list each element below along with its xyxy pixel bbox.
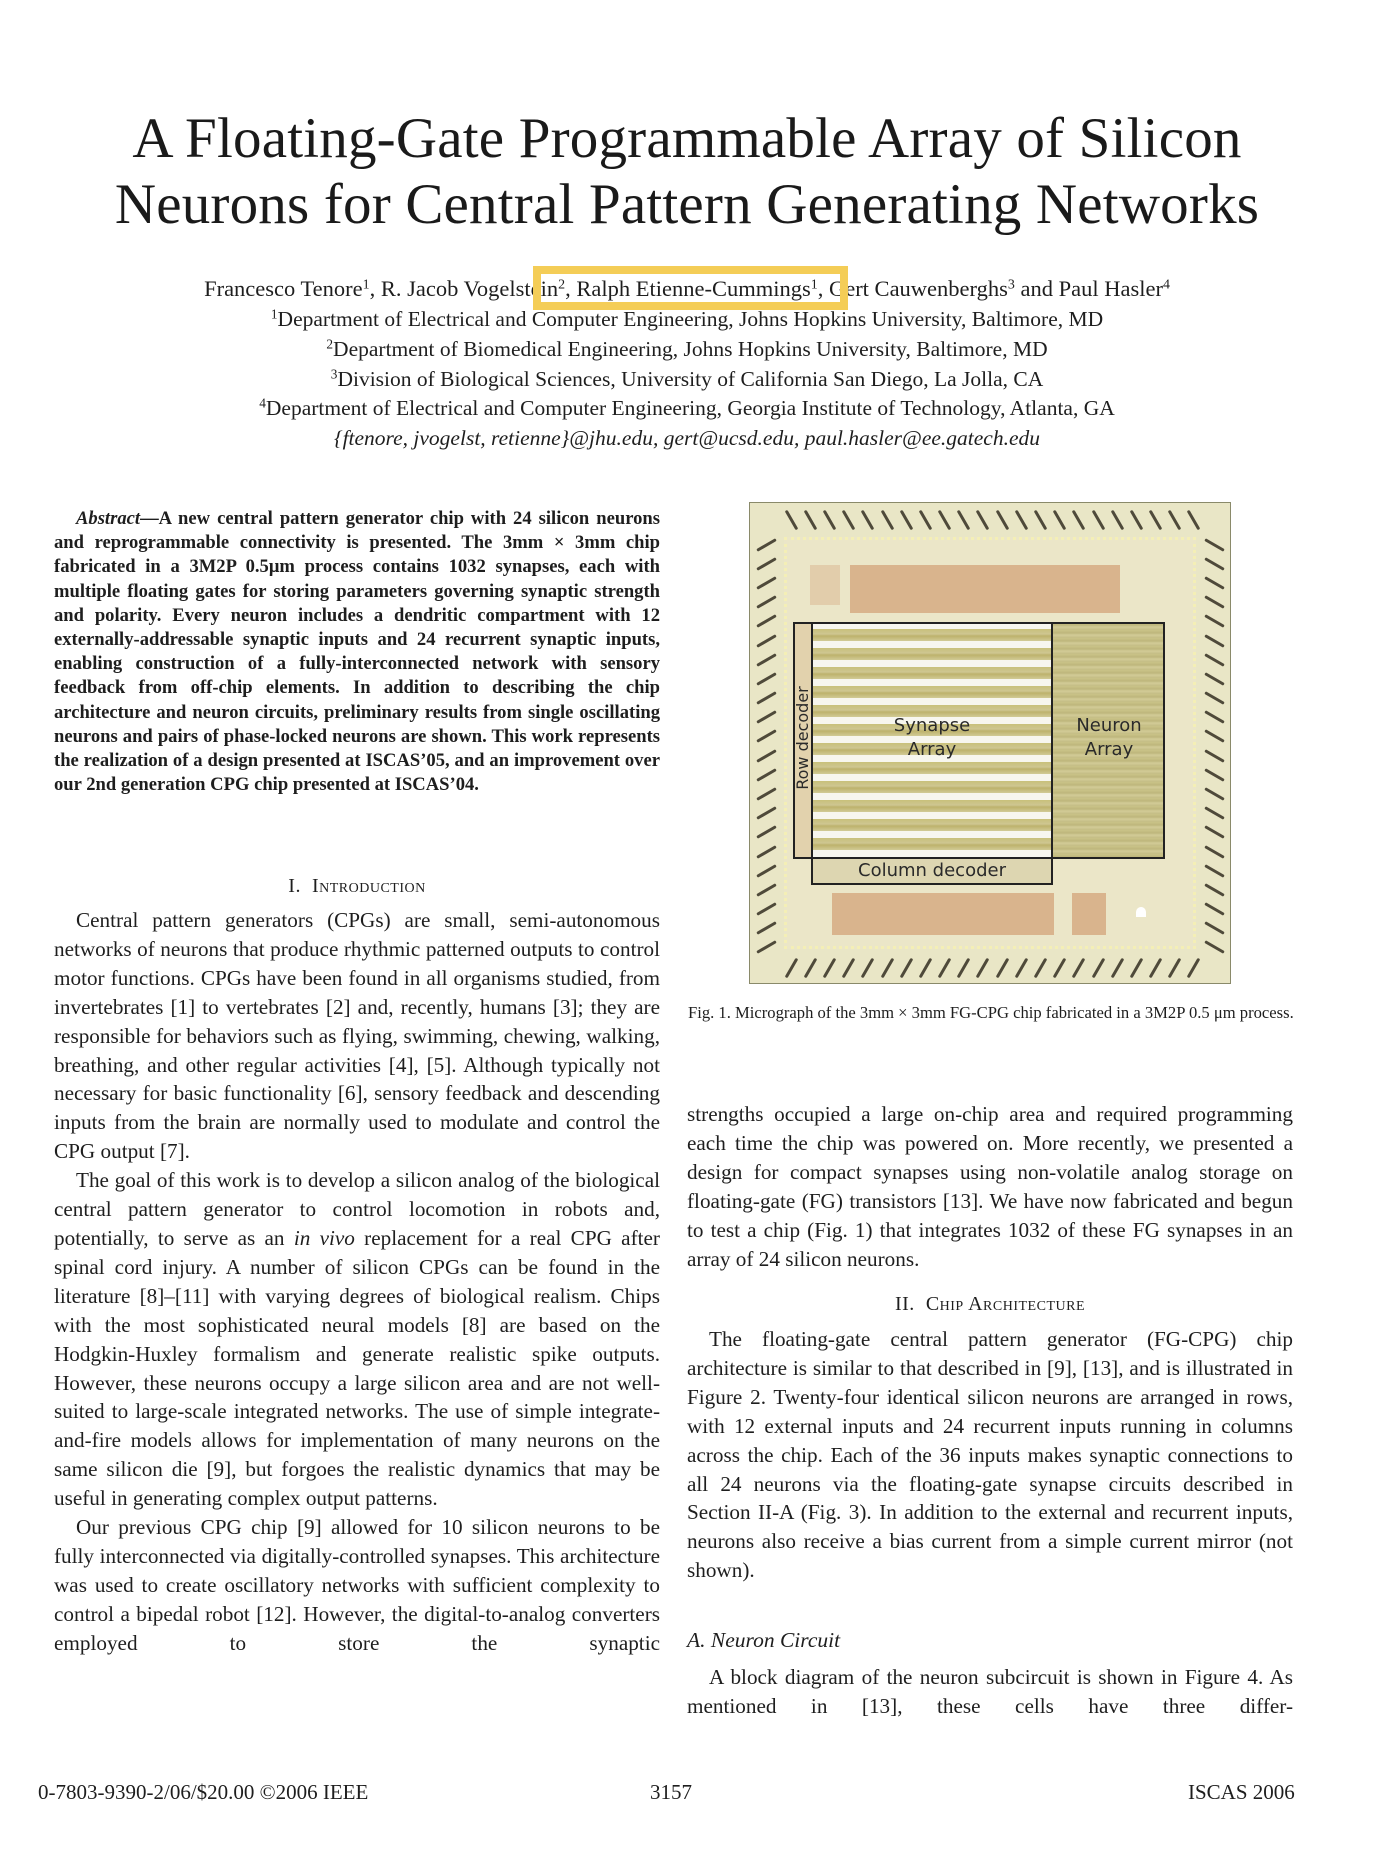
abstract-dash: — — [140, 508, 159, 529]
author-emails[interactable]: {ftenore, jvogelst, retienne}@jhu.edu, gert@ucsd.edu, paul.hasler@ee.gatech.edu — [333, 426, 1041, 451]
bond-wire — [1204, 768, 1225, 782]
bond-wire — [1204, 883, 1225, 897]
section-heading-introduction — [54, 872, 660, 901]
bond-wire — [1204, 941, 1225, 955]
abstract-text: A new central pattern generator chip with 24 silicon neurons and reprogrammable connectivity is presented. The 3mm × 3mm chip fabricated in a 3M2P 0.5μm process contains 1032 synapses, each with multiple floating gates for storing parameters governing synaptic strength and polarity. Every neuron includes a dendritic compartment with 12 externally-addressable synaptic inputs and 24 recurrent synaptic inputs, enabling construction of a fully-interconnected network with sensory feedback from off-chip elements. In addition to describing the chip architecture and neuron circuits, preliminary results from single oscillating neurons and pairs of phase-locked neurons are shown. This work represents the realization of a design presented at ISCAS’05, and an improvement over our 2nd generation CPG chip presented at ISCAS’04. — [54, 508, 660, 796]
author-affiliation-mark: 2 — [558, 277, 566, 293]
label-line: Synapse — [893, 715, 971, 736]
bond-wire — [899, 510, 913, 531]
neuron-circuit-body — [687, 1663, 1293, 1721]
bond-wire — [1204, 826, 1225, 840]
bond-wire — [1187, 958, 1201, 979]
section-number: I. — [288, 875, 301, 897]
bond-wire — [938, 510, 952, 531]
bond-wire — [756, 595, 777, 609]
paragraph: A block diagram of the neuron subcircuit is shown in Figure 4. As mentioned in [13], these cells have three differ- — [687, 1665, 1293, 1718]
author-separator: , — [369, 276, 381, 301]
paragraph-text: replacement for a real CPG after spinal cord injury. A number of silicon CPGs can be found in the literature [8]–[11] with varying degrees of biological realism. Chips with the most sophisticated neural models [8] are based on the Hodgkin-Huxley formalism and generate realistic spike outputs. However, these neurons occupy a large silicon area and are not well-suited to large-scale integrated networks. The use of simple integrate-and-fire models allows for implementation of many neurons on the same silicon die [9], but forgoes the realistic dynamics that may be useful in generating complex output patterns. — [54, 1225, 660, 1511]
bond-wire — [756, 845, 777, 859]
bond-wire — [1204, 538, 1225, 552]
chip-block — [1072, 893, 1106, 935]
bond-wire — [995, 510, 1009, 531]
title-line-1: A Floating-Gate Programmable Array of Silicon — [132, 107, 1242, 170]
bond-wire — [756, 787, 777, 801]
author-name: Ralph Etienne-Cummings — [576, 276, 811, 301]
bond-wire — [803, 958, 817, 979]
bond-wire — [1204, 634, 1225, 648]
paragraph-text: The goal of this work is to develop a silicon analog of the biological central pattern generator to control locomotion in robots and, potentially, to serve as an — [54, 1168, 660, 1250]
bond-wire — [976, 510, 990, 531]
bond-wire — [1204, 864, 1225, 878]
bond-wire — [861, 510, 875, 531]
bond-wire — [756, 941, 777, 955]
bond-wire — [1034, 510, 1048, 531]
bond-wire — [1149, 958, 1163, 979]
label-line: Array — [907, 739, 957, 760]
bond-wire — [756, 902, 777, 916]
bond-wire — [919, 510, 933, 531]
bond-wire — [1204, 749, 1225, 763]
bond-wire — [1110, 510, 1124, 531]
bond-wire — [1204, 787, 1225, 801]
bond-wire — [899, 958, 913, 979]
bond-wire — [1204, 845, 1225, 859]
chip-architecture-body — [687, 1325, 1293, 1585]
author-affiliation-mark: 1 — [362, 277, 370, 293]
author-highlight-box — [533, 266, 848, 310]
bond-wire — [756, 538, 777, 552]
bond-wire — [1072, 510, 1086, 531]
affiliation-mark: 3 — [330, 366, 338, 382]
bond-wire — [880, 958, 894, 979]
bond-wire — [784, 510, 798, 531]
bond-wire — [756, 615, 777, 629]
bond-wire — [756, 557, 777, 571]
bond-wire — [1204, 921, 1225, 935]
author-name: R. Jacob Vogelstein — [380, 276, 559, 301]
subsection-heading-neuron-circuit: A. Neuron Circuit — [687, 1628, 841, 1652]
paragraph: Our previous CPG chip [9] allowed for 10 silicon neurons to be fully interconnected via digitally-controlled synapses. This architecture was used to create oscillatory networks with sufficient complexity to control a bipedal robot [12]. However, the digital-to-analog converters employed to store the synaptic — [54, 1515, 660, 1655]
bond-wire — [1204, 902, 1225, 916]
bond-wire — [1204, 595, 1225, 609]
bond-wire — [1014, 958, 1028, 979]
bond-wire — [756, 826, 777, 840]
paragraph: The floating-gate central pattern generator (FG-CPG) chip architecture is similar to that described in [9], [13], and is illustrated in Figure 2. Twenty-four identical silicon neurons are arranged in rows, with 12 external inputs and 24 recurrent inputs running in columns across the chip. Each of the 36 inputs makes synaptic connections to all 24 neurons via the floating-gate synapse circuits described in Section II-A (Fig. 3). In addition to the external and recurrent inputs, neurons also receive a bias current from a simple current mirror (not shown). — [687, 1327, 1293, 1583]
introduction-body — [54, 906, 660, 1658]
affiliation-text: Division of Biological Sciences, University of California San Diego, La Jolla, CA — [337, 366, 1044, 391]
affiliation-text: Department of Electrical and Computer Engineering, Georgia Institute of Technology, Atlanta, GA — [265, 396, 1115, 421]
bond-wire — [1204, 653, 1225, 667]
author[interactable] — [204, 276, 370, 301]
column-decoder-label: Column decoder — [858, 860, 1006, 881]
bond-wire — [957, 958, 971, 979]
bond-wire — [1014, 510, 1028, 531]
affiliation-text: Department of Electrical and Computer Engineering, Johns Hopkins University, Baltimore, MD — [277, 307, 1104, 331]
section-number: II. — [894, 1293, 915, 1315]
bond-wire — [756, 864, 777, 878]
bond-wire — [756, 634, 777, 648]
row-decoder-label: Row decoder — [793, 686, 812, 790]
bond-wire — [1130, 510, 1144, 531]
author-separator: and — [1014, 276, 1059, 301]
bond-wire — [1204, 576, 1225, 590]
chip-block — [810, 565, 840, 605]
bond-wire — [1091, 958, 1105, 979]
bond-wire — [880, 510, 894, 531]
figure-1-chip-micrograph — [749, 502, 1231, 984]
bond-wire — [756, 806, 777, 820]
bond-wire — [1053, 958, 1067, 979]
author-name: Paul Hasler — [1058, 276, 1163, 301]
bond-wire — [756, 710, 777, 724]
bond-wire — [976, 958, 990, 979]
bond-wire — [1187, 510, 1201, 531]
footer-venue: ISCAS 2006 — [1188, 1780, 1295, 1804]
abstract — [54, 507, 660, 797]
author-affiliation-mark: 4 — [1162, 277, 1170, 293]
bond-wire — [1053, 510, 1067, 531]
paragraph — [54, 1166, 660, 1513]
affiliation-mark: 1 — [270, 306, 278, 322]
bond-wire — [957, 510, 971, 531]
bond-wire — [1149, 510, 1163, 531]
title-line-2: Neurons for Central Pattern Generating Networks — [114, 173, 1260, 236]
bond-wire — [1110, 958, 1124, 979]
neuron-array-label — [1053, 714, 1165, 762]
affiliations — [0, 305, 1374, 454]
alignment-mark — [1136, 907, 1146, 917]
bond-wire — [1204, 710, 1225, 724]
chip-block — [832, 893, 1054, 935]
bond-wire — [1204, 557, 1225, 571]
bond-wire — [756, 749, 777, 763]
bond-wire — [861, 958, 875, 979]
affiliation — [0, 394, 1374, 424]
bond-wire — [1204, 730, 1225, 744]
section-title: Chip Architecture — [925, 1293, 1085, 1315]
bond-wire — [1204, 691, 1225, 705]
bond-wire — [1204, 615, 1225, 629]
author-name: Gert Cauwenberghs — [828, 276, 1008, 301]
bond-wire — [938, 958, 952, 979]
bond-wire — [842, 510, 856, 531]
author[interactable] — [1059, 276, 1170, 301]
bond-wire — [1204, 806, 1225, 820]
bond-wire — [756, 691, 777, 705]
paper-title — [0, 106, 1374, 238]
affiliation-mark: 4 — [259, 396, 266, 412]
bond-wire — [995, 958, 1009, 979]
footer-page-number: 3157 — [650, 1780, 692, 1804]
paragraph: Central pattern generators (CPGs) are small, semi-autonomous networks of neurons that produce rhythmic patterned outputs to control motor functions. CPGs have been found in all organisms studied, from invertebrates [1] to vertebrates [2] and, recently, humans [3]; they are responsible for behaviors such as flying, swimming, chewing, walking, breathing, and other regular activities [4], [5]. Although typically not necessary for basic functionality [6], sensory feedback and descending inputs from the brain are normally used to modulate and control the CPG output [7]. — [54, 908, 660, 1164]
bond-wire — [756, 672, 777, 686]
bond-wire — [1034, 958, 1048, 979]
bond-wire — [756, 921, 777, 935]
bond-wire — [784, 958, 798, 979]
bond-wire — [756, 576, 777, 590]
bond-wire — [842, 958, 856, 979]
author[interactable] — [829, 276, 1015, 301]
author-separator: , — [565, 276, 577, 301]
author-separator: , — [817, 276, 829, 301]
footer-copyright: 0-7803-9390-2/06/$20.00 ©2006 IEEE — [38, 1780, 369, 1804]
bond-wire — [823, 510, 837, 531]
introduction-continued — [687, 1100, 1293, 1273]
affiliation-mark: 2 — [326, 336, 334, 352]
bond-wire — [756, 730, 777, 744]
bond-wire — [756, 768, 777, 782]
label-line: Neuron — [1076, 715, 1142, 736]
author-name: Francesco Tenore — [204, 276, 363, 301]
abstract-label: Abstract — [76, 508, 141, 529]
bond-wire — [823, 958, 837, 979]
bond-wire — [1091, 510, 1105, 531]
bond-wire — [1168, 958, 1182, 979]
paragraph: strengths occupied a large on-chip area and required programming each time the chip was powered on. More recently, we presented a design for compact synapses using non-volatile analog storage on floating-gate (FG) transistors [13]. We have now fabricated and begun to test a chip (Fig. 1) that integrates 1032 of these FG synapses in an array of 24 silicon neurons. — [687, 1102, 1293, 1271]
author-affiliation-mark: 3 — [1007, 277, 1015, 293]
bond-wire — [919, 958, 933, 979]
bond-wire — [1168, 510, 1182, 531]
chip-block — [850, 565, 1120, 613]
bond-wire — [1072, 958, 1086, 979]
affiliation-text: Department of Biomedical Engineering, Johns Hopkins University, Baltimore, MD — [333, 336, 1048, 361]
bond-wire — [756, 883, 777, 897]
author-affiliation-mark: 1 — [810, 277, 818, 293]
affiliation — [0, 305, 1374, 335]
bond-wire — [803, 510, 817, 531]
bond-wire — [1130, 958, 1144, 979]
affiliation — [0, 335, 1374, 365]
section-title: Introduction — [311, 875, 426, 897]
abstract-paragraph — [54, 507, 660, 797]
section-heading-chip-architecture — [687, 1290, 1293, 1319]
bond-wire — [1204, 672, 1225, 686]
bond-wire — [756, 653, 777, 667]
figure-1-caption: Fig. 1. Micrograph of the 3mm × 3mm FG-CPG chip fabricated in a 3M2P 0.5 μm process. — [688, 1003, 1294, 1022]
synapse-array-label — [812, 714, 1052, 762]
affiliation — [0, 365, 1374, 395]
label-line: Array — [1084, 739, 1134, 760]
emphasis-text: in vivo — [293, 1225, 355, 1250]
